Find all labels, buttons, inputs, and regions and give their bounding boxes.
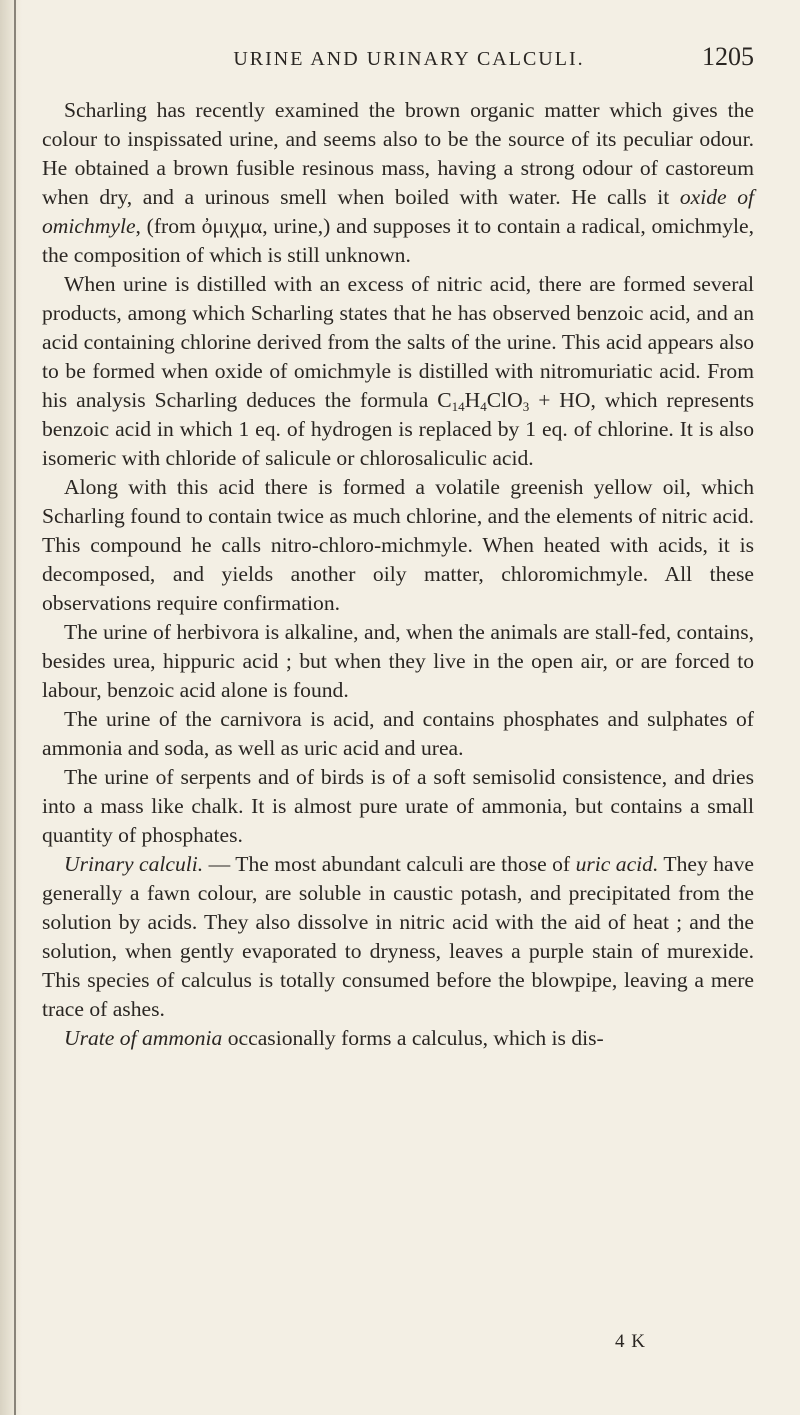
italic-text: Urinary calculi. [64, 852, 204, 876]
italic-text: Urate of ammonia [64, 1026, 223, 1050]
paragraph-text: They have generally a fawn colour, are soluble in caustic potash, and precipitated from the solution by acids. They also dissolve in nitric acid with the aid of heat ; and the solution, when gently evaporated to dryness, leaves a purple stain of murexide. This species of calculus is totally consumed before the blowpipe, leaving a mere trace of ashes. [42, 852, 754, 1021]
paragraph-text: + HO, which represents benzoic acid in which 1 eq. of hydrogen is replaced by 1 eq. of chlorine. It is also isomeric with chloride of salicule or chlorosaliculic acid. [42, 388, 754, 470]
paragraph-text: Along with this acid there is formed a volatile greenish yellow oil, which Scharling found to contain twice as much chlorine, and the elements of nitric acid. This compound he calls nitro-chloro-michmyle. When heated with acids, it is decomposed, and yields another oily matter, chloromichmyle. All these observations require confirmation. [42, 475, 754, 615]
paragraph-text: H [464, 388, 481, 412]
paragraph-text: Scharling has recently examined the brown organic matter which gives the colour to inspissated urine, and seems also to be the source of its peculiar odour. He obtained a brown fusible resinous mass, having a strong odour of castoreum when dry, and a urinous smell when boiled with water. He calls it [42, 98, 754, 209]
page-binding-shadow [0, 0, 22, 1415]
paragraph [42, 270, 754, 473]
paragraph [42, 850, 754, 1024]
formula-subscript: 4 [480, 399, 487, 414]
binding-edge-line [14, 0, 16, 1415]
paragraph-text: The urine of herbivora is alkaline, and, when the animals are stall-fed, contains, besides urea, hippuric acid ; but when they live in the open air, or are forced to labour, benzoic acid alone is found. [42, 620, 754, 702]
body-text [42, 96, 754, 1053]
paragraph-text: occasionally forms a calculus, which is dis- [222, 1026, 604, 1050]
paragraph-text: When urine is distilled with an excess of nitric acid, there are formed several products, among which Scharling states that he has observed benzoic acid, and an acid containing chlorine derived from the salts of the urine. This acid appears also to be formed when oxide of omichmyle is distilled with nitromuriatic acid. From his analysis Scharling deduces the formula C [42, 272, 754, 412]
paragraph [42, 1024, 754, 1053]
paragraph-text: ClO [486, 388, 523, 412]
italic-text: oxide of omichmyle [42, 185, 754, 238]
paragraph [42, 96, 754, 270]
paragraph-text: The urine of serpents and of birds is of a soft semisolid consistence, and dries into a mass like chalk. It is almost pure urate of ammonia, but contains a small quantity of phosphates. [42, 765, 754, 847]
formula-subscript: 14 [451, 399, 465, 414]
formula-subscript: 3 [522, 399, 530, 414]
page-number: 1205 [702, 42, 754, 71]
paragraph-text: The urine of the carnivora is acid, and contains phosphates and sulphates of ammonia and soda, as well as uric acid and urea. [42, 707, 754, 760]
paragraph [42, 473, 754, 618]
paragraph [42, 763, 754, 850]
paragraph [42, 705, 754, 763]
page-header [64, 42, 754, 82]
signature-mark: 4 K [615, 1331, 646, 1352]
paragraph [42, 618, 754, 705]
italic-text: uric acid. [575, 852, 659, 876]
running-title: URINE AND URINARY CALCULI. [233, 48, 585, 70]
paragraph-text: — The most abundant calculi are those of [203, 852, 576, 876]
paragraph-text: , (from ὀμιχμα, urine,) and supposes it to contain a radical, omichmyle, the composition of which is still unknown. [42, 214, 754, 267]
